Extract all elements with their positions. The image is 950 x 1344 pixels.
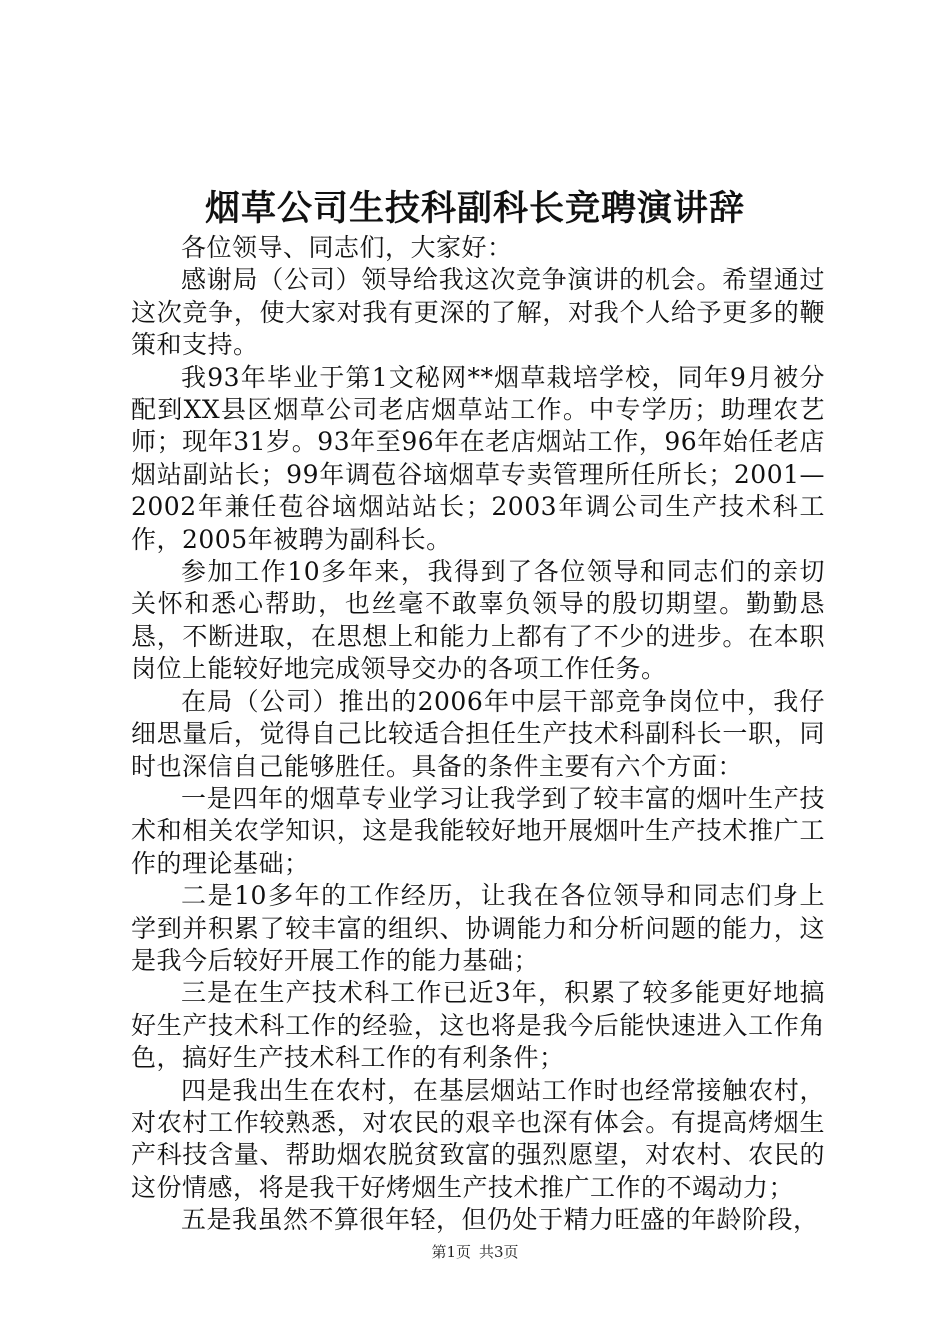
document-title: 烟草公司生技科副科长竞聘演讲辞 xyxy=(204,188,745,229)
paragraph-condition-4: 四是我出生在农村，在基层烟站工作时也经常接触农村，对农村工作较熟悉，对农民的艰辛也深有体会。有提高烤烟生产科技含量、帮助烟农脱贫致富的强烈愿望，对农村、农民的这份情感，将是我干好烤烟生产技术推广工作的不竭动力； xyxy=(131,1075,825,1202)
page-total: 共3页 xyxy=(479,1243,519,1261)
document-body xyxy=(131,232,825,1237)
page-footer xyxy=(0,1242,950,1262)
paragraph-condition-5: 五是我虽然不算很年轻，但仍处于精力旺盛的年龄阶段， xyxy=(181,1205,819,1235)
paragraph-experience: 参加工作10多年来，我得到了各位领导和同志们的亲切关怀和悉心帮助，也丝毫不敢辜负领导的殷切期望。勤勤恳恳，不断进取，在思想上和能力上都有了不少的进步。在本职岗位上能较好地完成领导交办的各项工作任务。 xyxy=(131,557,825,684)
paragraph-application: 在局（公司）推出的2006年中层干部竞争岗位中，我仔细思量后，觉得自己比较适合担任生产技术科副科长一职，同时也深信自己能够胜任。具备的条件主要有六个方面： xyxy=(131,686,825,781)
paragraph-condition-1: 一是四年的烟草专业学习让我学到了较丰富的烟叶生产技术和相关农学知识，这是我能较好地开展烟叶生产技术推广工作的理论基础； xyxy=(131,783,825,878)
paragraph-condition-3: 三是在生产技术科工作已近3年，积累了较多能更好地搞好生产技术科工作的经验，这也将是我今后能快速进入工作角色，搞好生产技术科工作的有利条件； xyxy=(131,978,825,1073)
paragraph-background: 我93年毕业于第1文秘网**烟草栽培学校，同年9月被分配到XX县区烟草公司老店烟草站工作。中专学历；助理农艺师；现年31岁。93年至96年在老店烟站工作，96年始任老店烟站副站长；99年调苞谷垴烟草专卖管理所任所长；2001—2002年兼任苞谷垴烟站站长；2003年调公司生产技术科工作，2005年被聘为副科长。 xyxy=(131,362,825,554)
paragraph-condition-2: 二是10多年的工作经历，让我在各位领导和同志们身上学到并积累了较丰富的组织、协调能力和分析问题的能力，这是我今后较好开展工作的能力基础； xyxy=(131,881,825,975)
paragraph-thanks: 感谢局（公司）领导给我这次竞争演讲的机会。希望通过这次竞争，使大家对我有更深的了解，对我个人给予更多的鞭策和支持。 xyxy=(131,265,825,360)
paragraph-greeting: 各位领导、同志们，大家好： xyxy=(181,233,513,262)
page-number: 第1页 xyxy=(431,1243,471,1261)
